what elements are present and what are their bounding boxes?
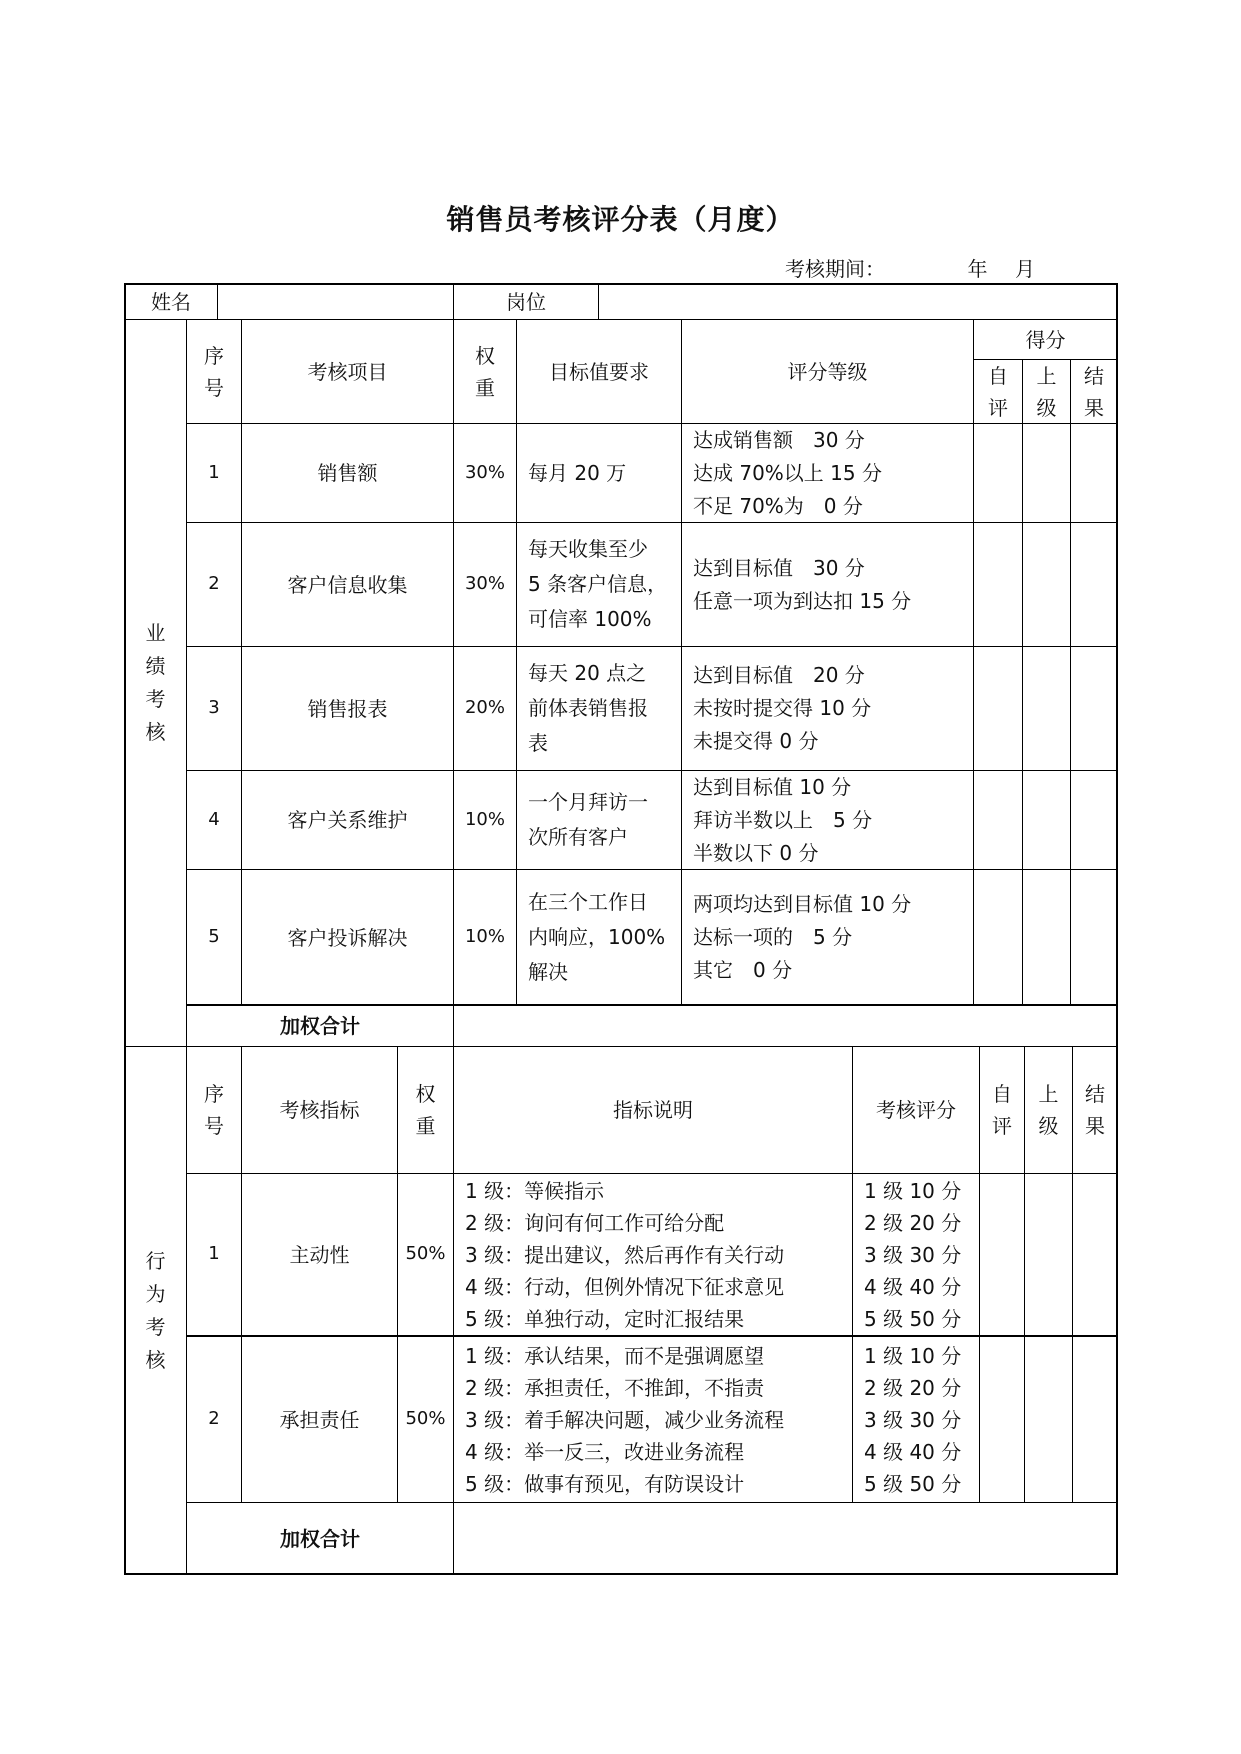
performance-section-label [124,319,187,1047]
beh-col-self [979,1046,1025,1174]
performance-total-label [186,1004,454,1047]
header-char: 自 [988,363,1008,388]
perf-row-weight: 20% [453,646,517,771]
beh-row-rating [852,1173,980,1336]
perf-row-self-score[interactable] [973,770,1023,870]
period-label: 考核期间： [785,257,885,281]
header-char: 果 [1085,1114,1105,1138]
text-line: 未按时提交得 10 分 [693,696,872,720]
perf-row-superior-score[interactable] [1022,646,1071,771]
perf-row-weight: 30% [453,423,517,523]
behavior-section-label [124,1046,187,1575]
header-char: 果 [1084,395,1104,420]
period-month: 月 [1015,257,1035,281]
header-char: 上 [1038,1082,1059,1106]
text-lines [465,1340,784,1500]
header-char: 序 [204,343,224,368]
beh-row-indicator: 主动性 [241,1173,398,1336]
perf-row-weight: 30% [453,522,517,647]
perf-row-result-score[interactable] [1070,522,1118,647]
beh-col-result [1072,1046,1118,1174]
beh-row-result-score[interactable] [1072,1173,1118,1336]
perf-row-item: 客户信息收集 [241,522,454,647]
behavior-total-value[interactable] [453,1502,1118,1575]
beh-row-desc [453,1173,853,1336]
text-line: 达成销售额 30 分 [693,427,865,452]
text-line: 不足 70%为 0 分 [693,493,863,518]
beh-row-superior-score[interactable] [1024,1173,1073,1336]
text-line: 4 级 40 分 [864,1274,962,1299]
text-line: 解决 [528,960,568,984]
text-lines [528,885,665,990]
perf-row-target [516,646,682,771]
perf-row-grading [681,423,974,523]
header-char: 序 [204,1082,224,1106]
header-char: 上 [1036,363,1057,388]
perf-row-item: 销售报表 [241,646,454,771]
perf-row-target [516,522,682,647]
perf-row-result-score[interactable] [1070,423,1118,523]
beh-col-weight [397,1046,454,1174]
text-line: 拜访半数以上 5 分 [693,807,873,832]
text-line: 每天收集至少 [528,537,648,561]
beh-row-seq: 1 [186,1173,242,1336]
perf-row-superior-score[interactable] [1022,869,1071,1006]
text-line: 5 条客户信息， [528,572,668,596]
text-line: 2 级：承担责任，不推卸，不指责 [465,1375,765,1400]
page-title: 销售员考核评分表（月度） [446,203,795,236]
period-year: 年 [967,257,988,281]
perf-row-self-score[interactable] [973,646,1023,771]
col-item: 考核项目 [241,319,454,424]
beh-row-superior-score[interactable] [1024,1336,1073,1503]
text-line: 3 级 30 分 [864,1242,962,1267]
text-lines [465,1175,784,1335]
text-line: 表 [528,731,548,755]
perf-row-seq: 2 [186,522,242,647]
text-line: 达成 70%以上 15 分 [693,460,882,485]
col-weight [453,319,517,424]
text-line: 2 级：询问有何工作可给分配 [465,1210,725,1235]
perf-row-self-score[interactable] [973,423,1023,523]
text-line: 每天 20 点之 [528,661,647,685]
text-line: 5 级 50 分 [864,1306,962,1331]
performance-total-text: 加权合计 [280,1013,360,1038]
beh-row-rating [852,1336,980,1503]
beh-row-self-score[interactable] [979,1336,1025,1503]
perf-row-seq: 3 [186,646,242,771]
position-field[interactable] [598,283,1118,320]
text-line: 其它 0 分 [693,958,793,982]
performance-total-value[interactable] [453,1004,1118,1047]
section-label-char: 核 [145,1347,166,1372]
behavior-total-label [186,1502,454,1575]
text-line: 2 级 20 分 [864,1375,962,1400]
text-line: 在三个工作日 [528,890,648,914]
perf-row-superior-score[interactable] [1022,423,1071,523]
beh-row-indicator: 承担责任 [241,1336,398,1503]
text-lines [528,532,667,637]
header-char: 自 [992,1082,1012,1106]
header-char: 权 [475,343,495,368]
col-score: 得分 [973,319,1118,360]
beh-col-desc: 指标说明 [453,1046,853,1174]
text-lines [693,771,872,870]
assessment-period [785,253,1045,282]
text-line: 未提交得 0 分 [693,729,819,753]
perf-row-result-score[interactable] [1070,770,1118,870]
text-line: 2 级 20 分 [864,1210,962,1235]
perf-row-target [516,770,682,870]
header-char: 重 [475,375,495,400]
text-lines [528,785,648,855]
name-field[interactable] [217,283,454,320]
text-line: 3 级 30 分 [864,1407,962,1432]
text-line: 5 级 50 分 [864,1471,962,1496]
text-line: 4 级：行动，但例外情况下征求意见 [465,1274,785,1299]
section-label-char: 考 [145,687,166,711]
col-result [1070,359,1118,424]
col-seq [186,319,242,424]
header-char: 级 [1038,1114,1059,1138]
header-char: 评 [992,1114,1012,1138]
text-line: 一个月拜访一 [528,790,648,814]
behavior-total-text: 加权合计 [280,1526,360,1551]
text-lines [864,1175,961,1335]
perf-row-weight: 10% [453,770,517,870]
perf-row-grading [681,522,974,647]
text-lines [528,456,626,491]
header-char: 级 [1036,395,1057,420]
col-target: 目标值要求 [516,319,682,424]
perf-row-seq: 1 [186,423,242,523]
header-char: 号 [204,375,224,400]
perf-row-result-score[interactable] [1070,869,1118,1006]
beh-col-rating: 考核评分 [852,1046,980,1174]
text-line: 任意一项为到达扣 15 分 [693,588,912,613]
text-line: 可信率 100% [528,607,652,631]
perf-row-target [516,423,682,523]
text-line: 5 级：做事有预见，有防误设计 [465,1471,745,1496]
perf-row-grading [681,770,974,870]
perf-row-self-score[interactable] [973,522,1023,647]
perf-row-seq: 5 [186,869,242,1006]
text-line: 1 级：承认结果，而不是强调愿望 [465,1343,765,1368]
text-line: 1 级：等候指示 [465,1178,605,1203]
text-line: 达到目标值 30 分 [693,555,865,580]
text-line: 达标一项的 5 分 [693,925,853,949]
text-lines [693,888,911,987]
text-lines [693,552,911,618]
text-line: 4 级：举一反三，改进业务流程 [465,1439,745,1464]
perf-row-self-score[interactable] [973,869,1023,1006]
perf-row-item: 销售额 [241,423,454,523]
text-lines [864,1340,961,1500]
perf-row-target [516,869,682,1006]
text-line: 达到目标值 10 分 [693,774,852,799]
text-line: 1 级 10 分 [864,1343,962,1368]
section-label-char: 行 [145,1248,166,1273]
beh-row-seq: 2 [186,1336,242,1503]
beh-row-desc [453,1336,853,1503]
header-char: 评 [988,395,1008,420]
text-line: 达到目标值 20 分 [693,663,865,687]
beh-row-result-score[interactable] [1072,1336,1118,1503]
beh-row-weight: 50% [397,1173,454,1336]
section-label-char: 考 [145,1314,166,1339]
header-char: 结 [1085,1082,1105,1106]
col-grading: 评分等级 [681,319,974,424]
perf-row-weight: 10% [453,869,517,1006]
section-label-char: 绩 [145,654,166,678]
perf-row-item: 客户投诉解决 [241,869,454,1006]
text-lines [528,656,648,761]
perf-row-result-score[interactable] [1070,646,1118,771]
header-char: 号 [204,1114,224,1138]
position-label: 岗位 [453,283,599,320]
text-line: 3 级：着手解决问题，减少业务流程 [465,1407,785,1432]
header-char: 结 [1084,363,1104,388]
header-char: 权 [415,1082,436,1106]
section-label-char: 核 [145,720,166,744]
perf-row-grading [681,869,974,1006]
text-line: 5 级：单独行动，定时汇报结果 [465,1306,745,1331]
text-line: 两项均达到目标值 10 分 [693,892,912,916]
beh-row-weight: 50% [397,1336,454,1503]
perf-row-superior-score[interactable] [1022,770,1071,870]
text-line: 半数以下 0 分 [693,840,819,865]
text-line: 1 级 10 分 [864,1178,962,1203]
section-label-char: 业 [145,621,166,645]
text-lines [693,659,871,758]
perf-row-seq: 4 [186,770,242,870]
header-char: 重 [415,1114,436,1138]
perf-row-superior-score[interactable] [1022,522,1071,647]
beh-col-seq [186,1046,242,1174]
perf-row-item: 客户关系维护 [241,770,454,870]
text-line: 4 级 40 分 [864,1439,962,1464]
name-label: 姓名 [124,283,218,320]
beh-row-self-score[interactable] [979,1173,1025,1336]
text-line: 次所有客户 [528,825,628,849]
perf-row-grading [681,646,974,771]
beh-col-superior [1024,1046,1073,1174]
text-line: 内响应，100% [528,925,666,949]
text-lines [693,424,882,523]
col-self [973,359,1023,424]
text-line: 每月 20 万 [528,460,627,485]
col-superior [1022,359,1071,424]
section-label-char: 为 [145,1281,166,1306]
beh-col-indicator: 考核指标 [241,1046,398,1174]
text-line: 前体表销售报 [528,696,648,720]
text-line: 3 级：提出建议，然后再作有关行动 [465,1242,785,1267]
